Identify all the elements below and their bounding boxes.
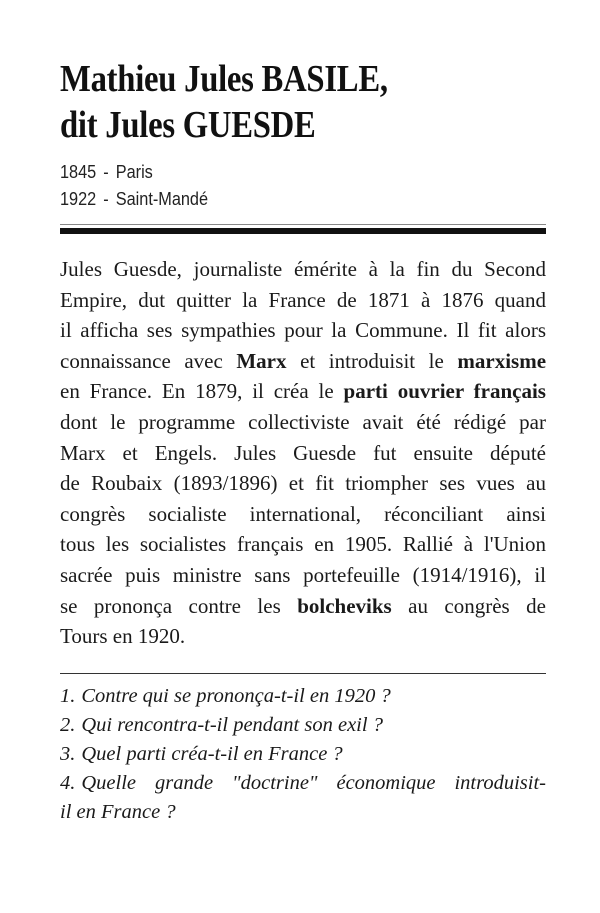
body-text-run: au congrès de <box>391 593 546 618</box>
question-text: Quelle grande "doctrine" économique introduisit- <box>81 772 546 794</box>
header-shade-rule <box>60 224 546 225</box>
body-line <box>60 346 546 377</box>
birth-year: 1845 <box>60 161 97 182</box>
question-list <box>60 682 546 827</box>
keyword-marx: Marx <box>236 348 287 373</box>
question-text: Contre qui se prononça-t-il en 1920 ? <box>81 685 391 707</box>
keyword-bolcheviks: bolcheviks <box>297 593 392 618</box>
body-line: de Roubaix (1893/1896) et fit triompher ses vues au <box>60 471 546 496</box>
question-item <box>60 682 546 711</box>
question-text: Qui rencontra-t-il pendant son exil ? <box>81 714 383 736</box>
page-title <box>60 56 478 148</box>
header-divider <box>60 228 546 234</box>
birth-place: Paris <box>115 161 153 182</box>
death-year: 1922 <box>60 188 97 209</box>
body-line <box>60 376 546 407</box>
death-separator: - <box>103 188 109 209</box>
body-line: sacrée puis ministre sans portefeuille (1914/1916), il <box>60 562 546 587</box>
body-line <box>60 591 546 622</box>
body-line: Tours en 1920. <box>60 624 186 649</box>
body-text-run: connaissance avec <box>60 348 237 373</box>
question-number: 3. <box>60 743 76 765</box>
question-number: 2. <box>60 714 76 736</box>
keyword-marxisme: marxisme <box>457 348 547 373</box>
body-line: congrès socialiste international, réconciliant ainsi <box>60 501 546 526</box>
questions-divider <box>60 673 546 674</box>
question-continuation: il en France ? <box>60 801 176 823</box>
birth-line <box>60 158 488 185</box>
body-line: tous les socialistes français en 1905. Rallié à l'Union <box>60 532 546 557</box>
title-line-2: dit Jules GUESDE <box>60 104 316 146</box>
death-line <box>60 185 488 212</box>
question-item <box>60 711 546 740</box>
question-item <box>60 740 546 769</box>
body-line: Empire, dut quitter la France de 1871 à 1876 quand <box>60 287 546 312</box>
question-number: 1. <box>60 685 76 707</box>
body-line: il afficha ses sympathies pour la Commune. Il fit alors <box>60 318 546 343</box>
question-number: 4. <box>60 772 76 794</box>
biography-card <box>60 56 547 823</box>
body-line: Jules Guesde, journaliste émérite à la fin du Second <box>60 257 546 281</box>
keyword-parti-ouvrier: parti ouvrier français <box>343 379 546 404</box>
body-line: Marx et Engels. Jules Guesde fut ensuite député <box>60 440 546 465</box>
title-line-1: Mathieu Jules BASILE, <box>60 58 388 100</box>
body-text-run: en France. En 1879, il créa le <box>60 379 344 404</box>
biography-text <box>60 254 546 652</box>
body-line: dont le programme collectiviste avait été rédigé par <box>60 409 546 434</box>
life-dates <box>60 158 488 212</box>
death-place: Saint-Mandé <box>115 188 209 209</box>
body-text-run: se prononça contre les <box>60 593 298 618</box>
question-text: Quel parti créa-t-il en France ? <box>81 743 343 765</box>
question-item <box>60 769 546 798</box>
birth-separator: - <box>103 161 109 182</box>
body-text-run: et introduisit le <box>286 348 458 373</box>
